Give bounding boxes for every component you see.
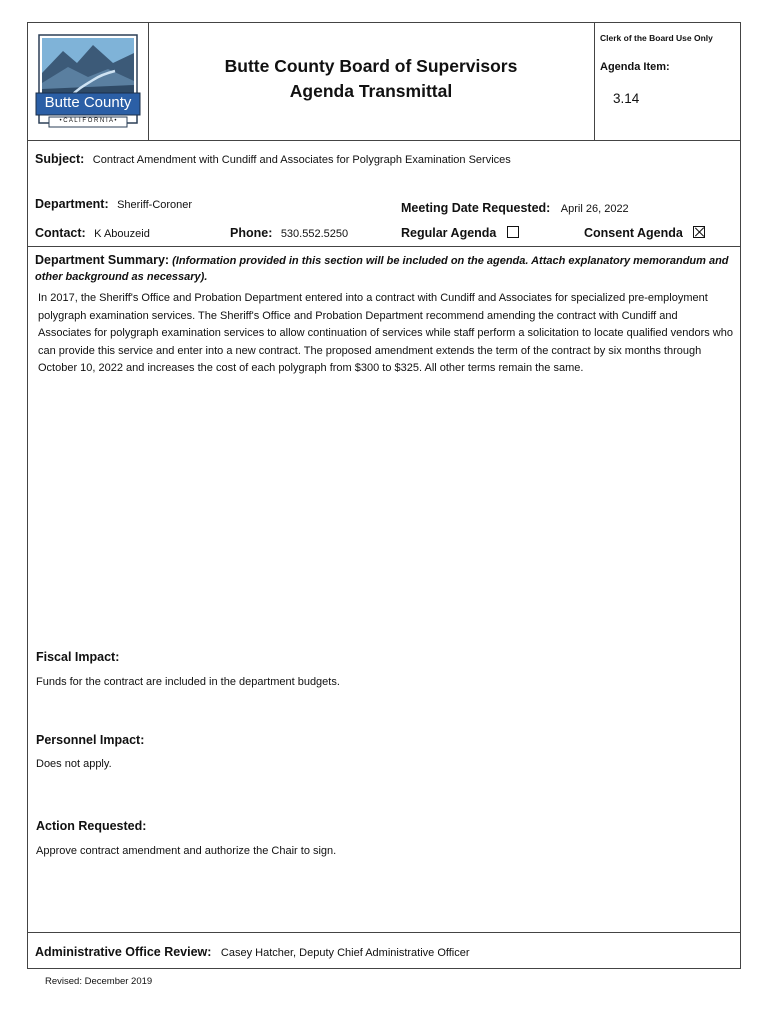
subject-value: Contract Amendment with Cundiff and Associates for Polygraph Examination Services	[92, 154, 511, 166]
subject-row	[35, 150, 511, 168]
logo-state: • C A L I F O R N I A •	[59, 118, 117, 124]
contact-value: K Abouzeid	[94, 228, 150, 240]
header-divider	[27, 140, 741, 141]
summary-label: Department Summary:	[35, 253, 170, 267]
phone-row	[230, 224, 348, 242]
consent-agenda-option[interactable]	[584, 224, 705, 242]
clerk-divider	[594, 22, 595, 140]
revised-note: Revised: December 2019	[45, 976, 153, 987]
admin-review-value: Casey Hatcher, Deputy Chief Administrative Officer	[220, 947, 470, 959]
fiscal-value: Funds for the contract are included in the department budgets.	[36, 676, 340, 688]
department-value: Sheriff-Coroner	[117, 199, 193, 211]
page-subtitle: Agenda Transmittal	[289, 81, 453, 101]
subject-label: Subject:	[35, 152, 85, 166]
consent-agenda-checkbox[interactable]	[693, 226, 705, 238]
agenda-item-value: 3.14	[613, 91, 640, 106]
summary-body: In 2017, the Sheriff's Office and Probation Department entered into a contract with Cundiff and Associates for specialized pre-employment polygraph examination services. The Sheriff's Office and Probation Department recommend amending the contract with Cundiff and Associates for polygraph examination services to allow continuation of services while staff perform a solicitation to locate qualified vendors who can provide this service and enter into a new contract. The proposed amendment extends the term of the contract by six months through October 10, 2022 and increases the cost of each polygraph from $300 to $325. All other terms remain the same.	[38, 292, 733, 375]
meeting-date-row	[401, 199, 629, 217]
summary-note: (Information provided in this section will be included on the agenda. Attach explanatory memorandum and other background as necessary).	[35, 255, 729, 283]
page-title: Butte County Board of Supervisors	[224, 56, 518, 76]
meeting-date-value: April 26, 2022	[560, 203, 629, 215]
action-value: Approve contract amendment and authorize the Chair to sign.	[36, 845, 337, 857]
personnel-label: Personnel Impact:	[36, 733, 145, 747]
regular-agenda-label: Regular Agenda	[401, 226, 497, 240]
personnel-value: Does not apply.	[36, 758, 112, 770]
admin-review-label: Administrative Office Review:	[35, 945, 212, 959]
regular-agenda-option[interactable]	[401, 224, 519, 242]
regular-agenda-checkbox[interactable]	[507, 226, 519, 238]
info-divider	[27, 246, 741, 247]
department-row	[35, 195, 192, 213]
phone-label: Phone:	[230, 226, 273, 240]
contact-row	[35, 224, 150, 242]
fiscal-label: Fiscal Impact:	[36, 650, 120, 664]
contact-label: Contact:	[35, 226, 86, 240]
admin-divider	[27, 932, 741, 933]
consent-agenda-label: Consent Agenda	[584, 226, 683, 240]
admin-review-row	[35, 943, 470, 961]
summary-header	[35, 252, 730, 285]
department-label: Department:	[35, 197, 109, 211]
action-label: Action Requested:	[36, 819, 147, 833]
phone-value: 530.552.5250	[280, 228, 349, 240]
meeting-date-label: Meeting Date Requested:	[401, 201, 551, 215]
clerk-note: Clerk of the Board Use Only	[600, 33, 713, 43]
logo-name: Butte County	[44, 94, 132, 111]
county-logo	[33, 33, 143, 133]
agenda-item-label: Agenda Item:	[600, 61, 670, 73]
